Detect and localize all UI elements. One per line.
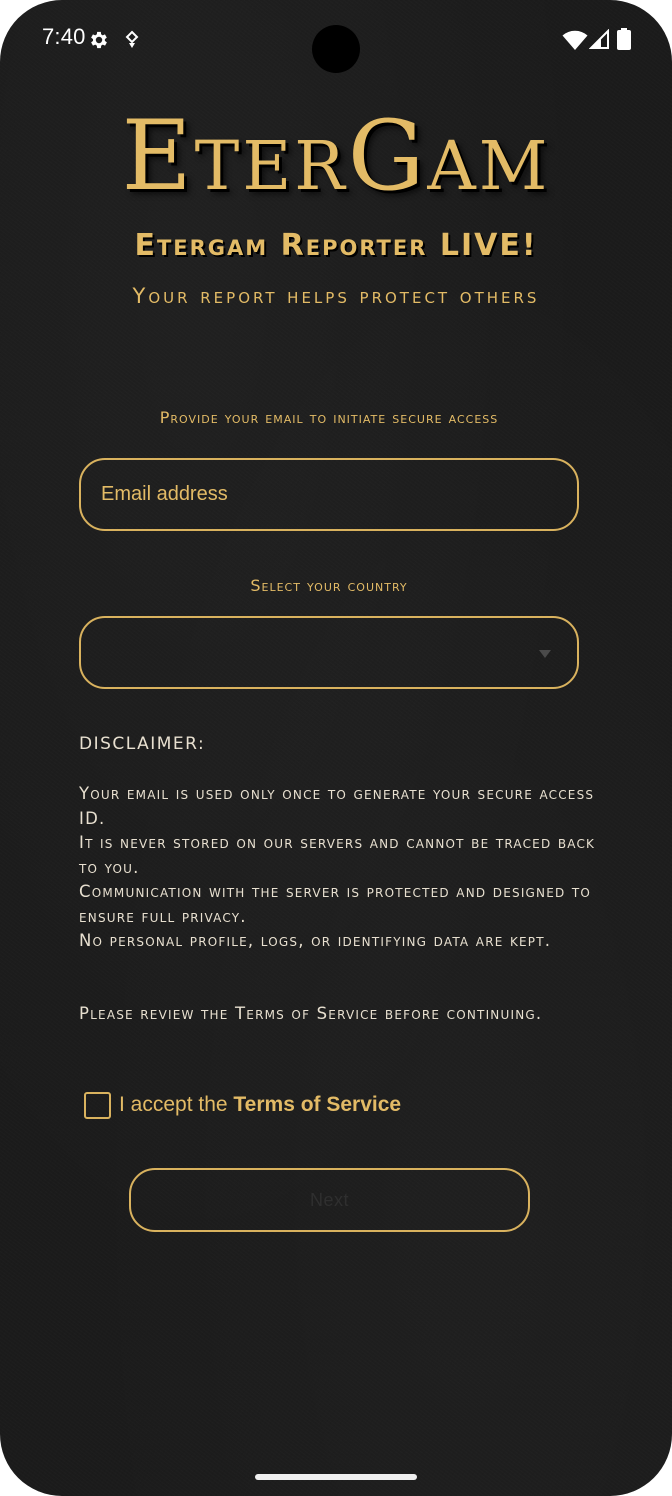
vpn-key-icon xyxy=(124,30,140,50)
email-prompt: Provide your email to initiate secure access xyxy=(159,408,499,427)
app-subtitle: Your report helps protect others xyxy=(132,284,540,308)
terms-checkbox[interactable] xyxy=(84,1092,111,1119)
terms-of-service-link[interactable]: Terms of Service xyxy=(233,1093,402,1116)
gear-icon xyxy=(88,29,110,51)
wifi-icon xyxy=(562,29,588,51)
disclaimer-line: No personal profile, logs, or identifying data are kept. xyxy=(79,931,552,950)
terms-label xyxy=(119,1093,401,1117)
camera-cutout xyxy=(312,25,360,73)
battery-icon xyxy=(617,28,631,50)
cell-signal-icon xyxy=(589,29,609,49)
country-select[interactable] xyxy=(79,616,579,689)
disclaimer-line: Communication with the server is protected and designed to ensure full privacy. xyxy=(79,882,592,926)
app-title: Etergam Reporter LIVE! xyxy=(134,228,538,263)
terms-label-prefix: I accept the xyxy=(119,1093,234,1116)
email-input[interactable] xyxy=(79,458,579,531)
disclaimer-review: Please review the Terms of Service before continuing. xyxy=(79,1004,543,1023)
disclaimer-line: It is never stored on our servers and cannot be traced back to you. xyxy=(79,833,596,877)
status-bar xyxy=(0,0,672,80)
next-button[interactable]: Next xyxy=(129,1168,530,1232)
disclaimer-heading: DISCLAIMER: xyxy=(79,734,206,754)
home-indicator[interactable] xyxy=(255,1474,417,1480)
status-time: 7:40 xyxy=(42,24,86,49)
app-logo: EterGam xyxy=(121,100,551,212)
chevron-down-icon xyxy=(539,650,551,658)
disclaimer-body xyxy=(79,782,599,954)
disclaimer-line: Your email is used only once to generate your secure access ID. xyxy=(79,784,595,828)
terms-row[interactable] xyxy=(84,1090,401,1120)
country-prompt: Select your country xyxy=(250,576,408,595)
